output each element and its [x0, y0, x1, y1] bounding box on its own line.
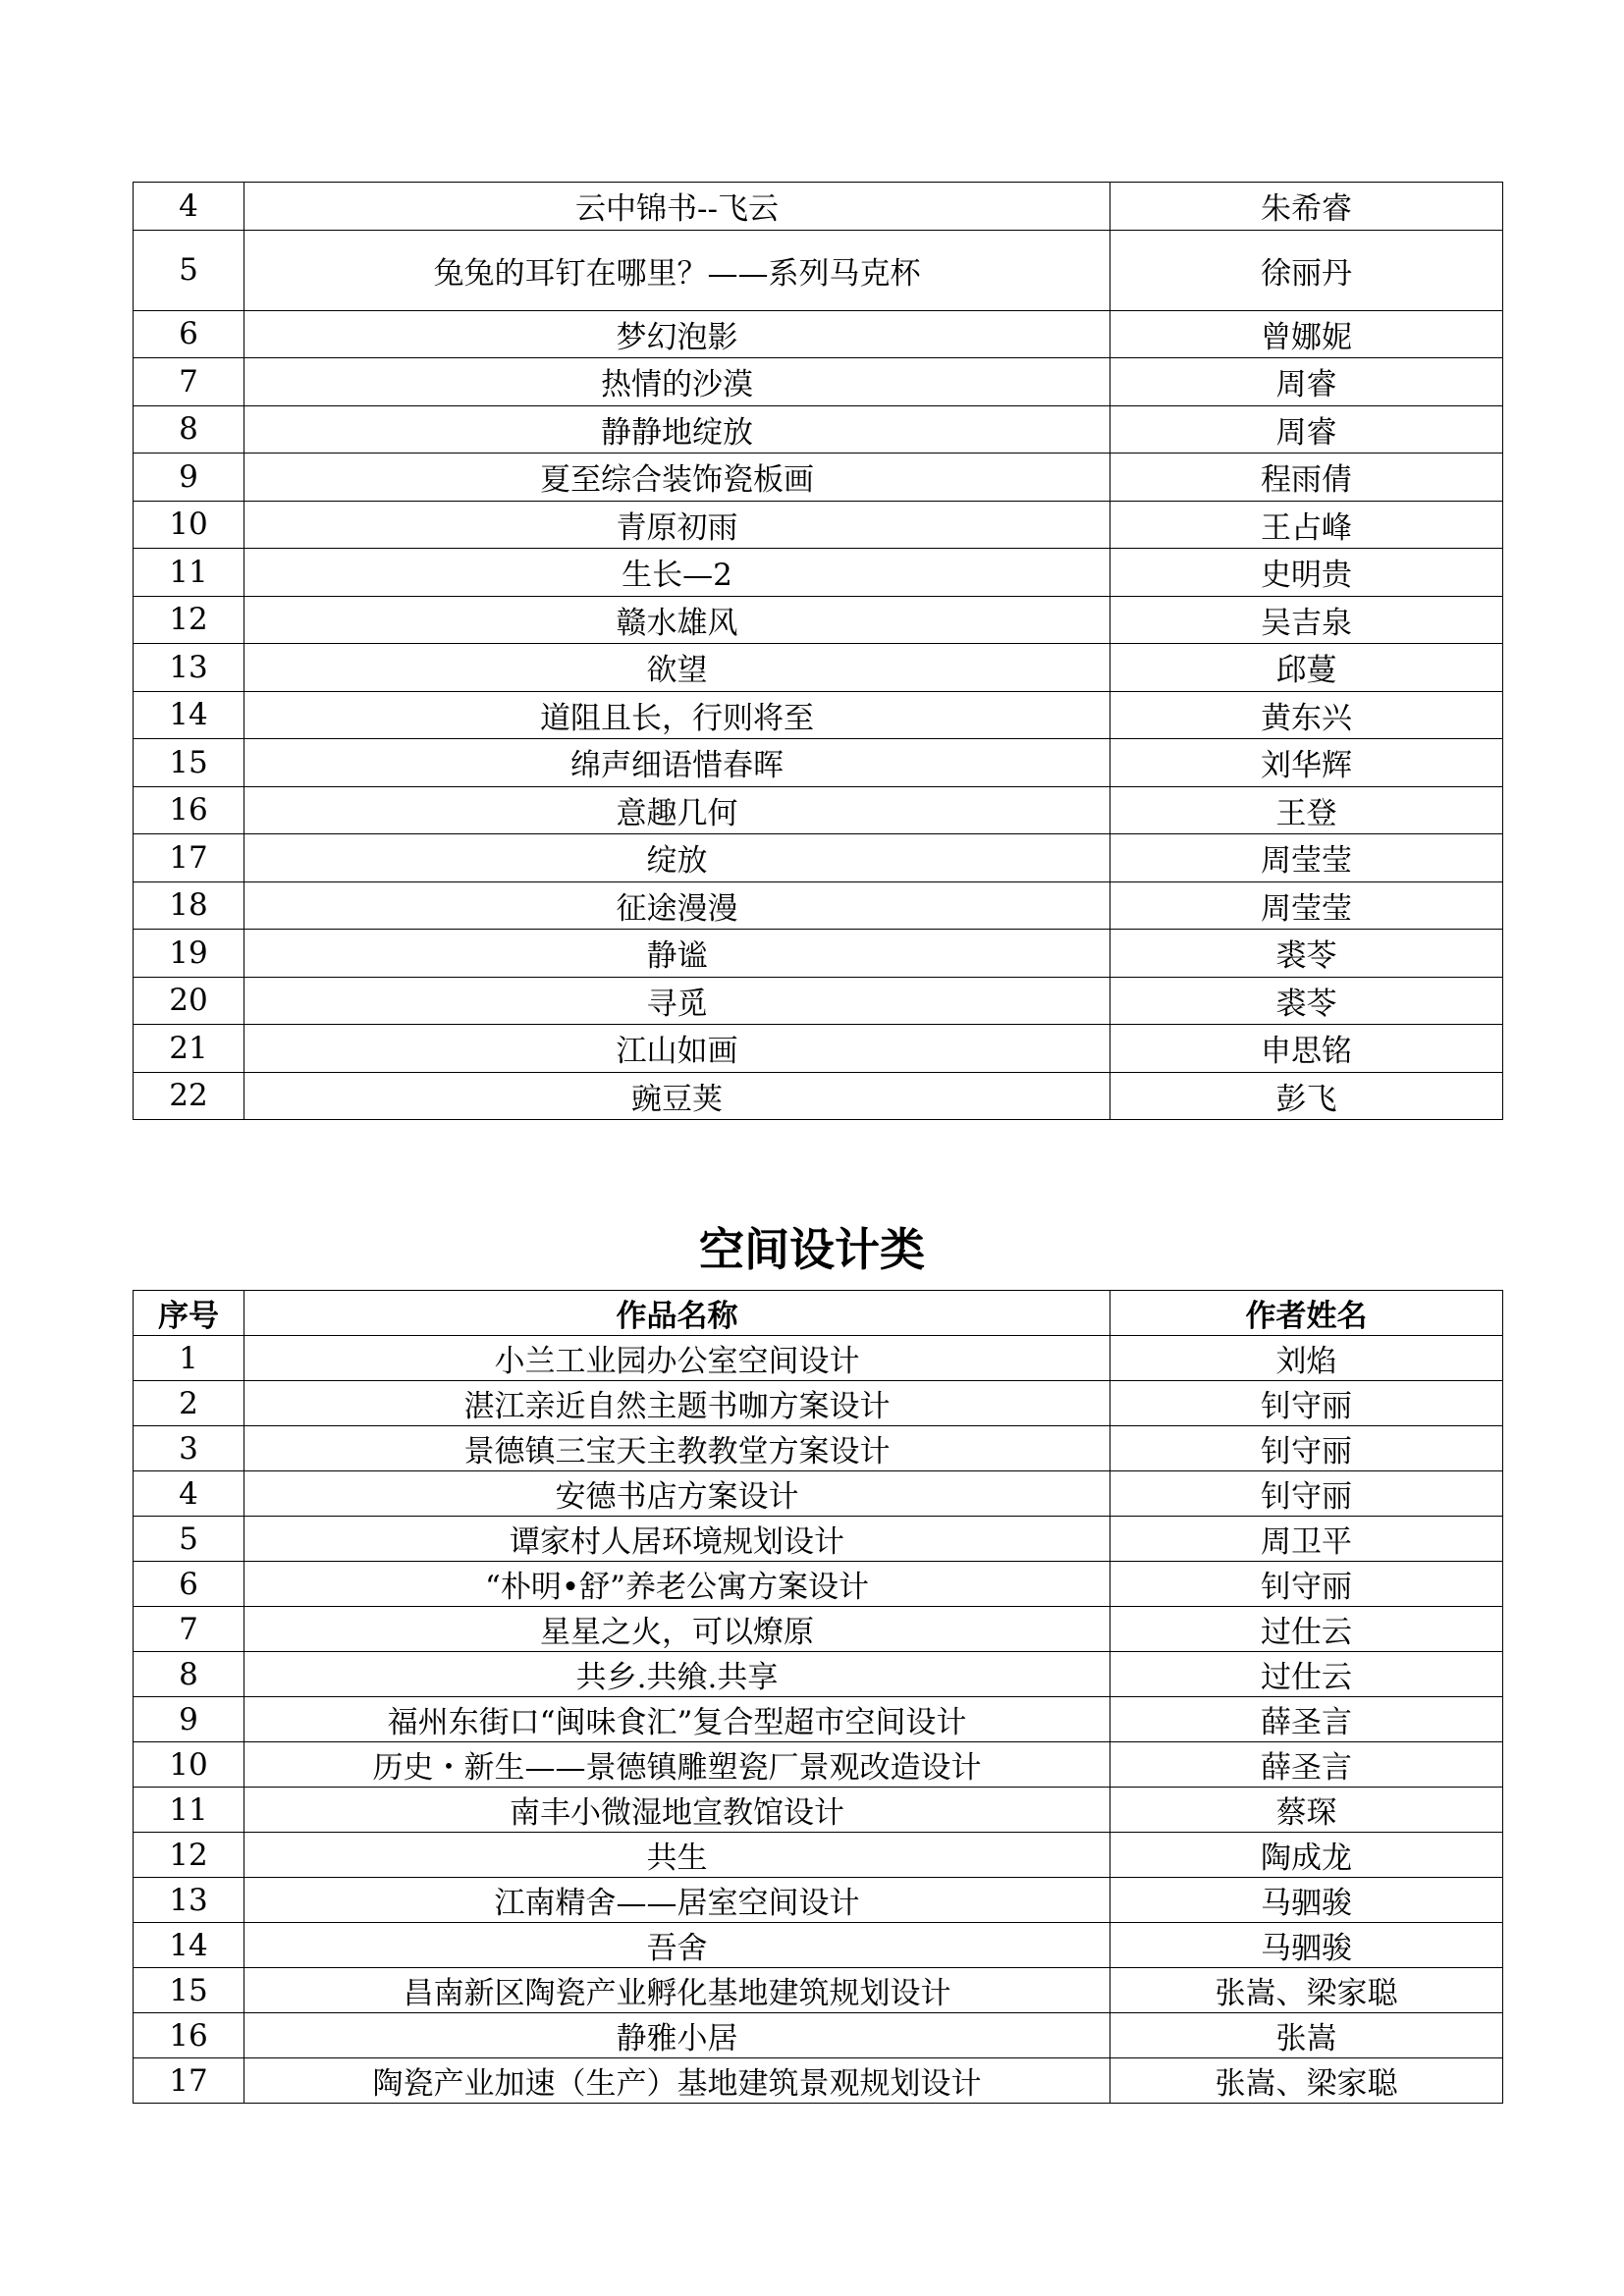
cell-author: 马驷骏 — [1110, 1923, 1503, 1968]
table-row — [134, 1025, 1503, 1073]
space-design-table — [133, 1290, 1503, 2104]
cell-serial: 7 — [134, 358, 244, 406]
cell-serial: 10 — [134, 501, 244, 549]
table-row — [134, 230, 1503, 310]
cell-title: 青原初雨 — [244, 501, 1110, 549]
cell-author: 徐丽丹 — [1110, 230, 1503, 310]
table-row — [134, 834, 1503, 882]
cell-title: 兔兔的耳钉在哪里？——系列马克杯 — [244, 230, 1110, 310]
cell-author: 曾娜妮 — [1110, 310, 1503, 358]
cell-author: 薛圣言 — [1110, 1697, 1503, 1742]
table-row — [134, 310, 1503, 358]
table-row — [134, 183, 1503, 231]
cell-author: 陶成龙 — [1110, 1833, 1503, 1878]
cell-title: 陶瓷产业加速（生产）基地建筑景观规划设计 — [244, 2058, 1110, 2104]
cell-serial: 7 — [134, 1607, 244, 1652]
cell-author: 王登 — [1110, 786, 1503, 834]
cell-title: 绵声细语惜春晖 — [244, 739, 1110, 787]
cell-title: 云中锦书--飞云 — [244, 183, 1110, 231]
table-row — [134, 358, 1503, 406]
cell-title: “朴明•舒”养老公寓方案设计 — [244, 1562, 1110, 1607]
cell-author: 周卫平 — [1110, 1517, 1503, 1562]
cell-title: 江山如画 — [244, 1025, 1110, 1073]
cell-serial: 2 — [134, 1381, 244, 1426]
table-row — [134, 1072, 1503, 1120]
cell-title: 景德镇三宝天主教教堂方案设计 — [244, 1426, 1110, 1471]
cell-author: 钊守丽 — [1110, 1471, 1503, 1517]
cell-serial: 14 — [134, 1923, 244, 1968]
cell-serial: 4 — [134, 1471, 244, 1517]
table-row — [134, 1878, 1503, 1923]
table-row — [134, 1833, 1503, 1878]
cell-author: 薛圣言 — [1110, 1742, 1503, 1788]
cell-author: 朱希睿 — [1110, 183, 1503, 231]
cell-serial: 15 — [134, 739, 244, 787]
table-row — [134, 1697, 1503, 1742]
cell-title: 静静地绽放 — [244, 405, 1110, 454]
cell-author: 周莹莹 — [1110, 881, 1503, 930]
table-row — [134, 1381, 1503, 1426]
cell-serial: 16 — [134, 786, 244, 834]
cell-title: 静谧 — [244, 930, 1110, 978]
cell-serial: 1 — [134, 1336, 244, 1381]
cell-author: 过仕云 — [1110, 1607, 1503, 1652]
cell-serial: 21 — [134, 1025, 244, 1073]
cell-serial: 8 — [134, 1652, 244, 1697]
cell-title: 湛江亲近自然主题书咖方案设计 — [244, 1381, 1110, 1426]
table-row — [134, 454, 1503, 502]
cell-serial: 9 — [134, 454, 244, 502]
cell-author: 王占峰 — [1110, 501, 1503, 549]
section-title: 空间设计类 — [699, 1223, 925, 1276]
space-design-table-body — [134, 1336, 1503, 2104]
table-row — [134, 2058, 1503, 2104]
cell-title: 生长—2 — [244, 549, 1110, 597]
cell-serial: 5 — [134, 230, 244, 310]
table-row — [134, 405, 1503, 454]
table-header-row — [134, 1291, 1503, 1336]
cell-title: 寻觅 — [244, 977, 1110, 1025]
header-title: 作品名称 — [244, 1291, 1110, 1336]
cell-serial: 17 — [134, 834, 244, 882]
table-row — [134, 501, 1503, 549]
cell-title: 共生 — [244, 1833, 1110, 1878]
cell-title: 安德书店方案设计 — [244, 1471, 1110, 1517]
cell-serial: 14 — [134, 691, 244, 739]
cell-title: 赣水雄风 — [244, 596, 1110, 644]
table-row — [134, 881, 1503, 930]
cell-serial: 18 — [134, 881, 244, 930]
cell-author: 刘焰 — [1110, 1336, 1503, 1381]
cell-title: 历史・新生——景德镇雕塑瓷厂景观改造设计 — [244, 1742, 1110, 1788]
table-row — [134, 1517, 1503, 1562]
cell-author: 吴吉泉 — [1110, 596, 1503, 644]
cell-serial: 13 — [134, 1878, 244, 1923]
table-row — [134, 1923, 1503, 1968]
cell-title: 共乡.共飨.共享 — [244, 1652, 1110, 1697]
cell-title: 夏至综合装饰瓷板画 — [244, 454, 1110, 502]
cell-author: 刘华辉 — [1110, 739, 1503, 787]
table-row — [134, 691, 1503, 739]
cell-serial: 17 — [134, 2058, 244, 2104]
cell-author: 裘苓 — [1110, 930, 1503, 978]
table-row — [134, 930, 1503, 978]
table-row — [134, 1471, 1503, 1517]
cell-author: 裘苓 — [1110, 977, 1503, 1025]
cell-serial: 12 — [134, 596, 244, 644]
cell-author: 张嵩 — [1110, 2013, 1503, 2058]
table-row — [134, 644, 1503, 692]
table-row — [134, 1336, 1503, 1381]
table-row — [134, 1742, 1503, 1788]
cell-serial: 6 — [134, 310, 244, 358]
cell-author: 周莹莹 — [1110, 834, 1503, 882]
cell-author: 程雨倩 — [1110, 454, 1503, 502]
cell-serial: 10 — [134, 1742, 244, 1788]
cell-author: 周睿 — [1110, 405, 1503, 454]
cell-author: 马驷骏 — [1110, 1878, 1503, 1923]
cell-title: 南丰小微湿地宣教馆设计 — [244, 1788, 1110, 1833]
cell-author: 张嵩、梁家聪 — [1110, 2058, 1503, 2104]
cell-author: 蔡琛 — [1110, 1788, 1503, 1833]
cell-author: 申思铭 — [1110, 1025, 1503, 1073]
cell-author: 周睿 — [1110, 358, 1503, 406]
cell-serial: 12 — [134, 1833, 244, 1878]
cell-title: 静雅小居 — [244, 2013, 1110, 2058]
cell-serial: 13 — [134, 644, 244, 692]
cell-serial: 11 — [134, 549, 244, 597]
table-row — [134, 2013, 1503, 2058]
table-row — [134, 786, 1503, 834]
cell-serial: 3 — [134, 1426, 244, 1471]
cell-title: 梦幻泡影 — [244, 310, 1110, 358]
cell-author: 钊守丽 — [1110, 1426, 1503, 1471]
cell-title: 谭家村人居环境规划设计 — [244, 1517, 1110, 1562]
cell-serial: 11 — [134, 1788, 244, 1833]
cell-author: 张嵩、梁家聪 — [1110, 1968, 1503, 2013]
cell-serial: 15 — [134, 1968, 244, 2013]
cell-author: 钊守丽 — [1110, 1381, 1503, 1426]
header-serial: 序号 — [134, 1291, 244, 1336]
cell-serial: 8 — [134, 405, 244, 454]
cell-serial: 16 — [134, 2013, 244, 2058]
artwork-table-body — [134, 183, 1503, 1120]
cell-author: 史明贵 — [1110, 549, 1503, 597]
table-row — [134, 739, 1503, 787]
cell-serial: 5 — [134, 1517, 244, 1562]
artwork-table-continued — [133, 182, 1503, 1120]
cell-title: 吾舍 — [244, 1923, 1110, 1968]
cell-serial: 22 — [134, 1072, 244, 1120]
table-row — [134, 1426, 1503, 1471]
table-row — [134, 549, 1503, 597]
table-row — [134, 1788, 1503, 1833]
table-row — [134, 1607, 1503, 1652]
cell-title: 征途漫漫 — [244, 881, 1110, 930]
cell-serial: 4 — [134, 183, 244, 231]
table-row — [134, 1968, 1503, 2013]
cell-title: 福州东街口“闽味食汇”复合型超市空间设计 — [244, 1697, 1110, 1742]
table-row — [134, 596, 1503, 644]
cell-title: 热情的沙漠 — [244, 358, 1110, 406]
cell-author: 钊守丽 — [1110, 1562, 1503, 1607]
cell-title: 星星之火，可以燎原 — [244, 1607, 1110, 1652]
cell-serial: 19 — [134, 930, 244, 978]
cell-title: 小兰工业园办公室空间设计 — [244, 1336, 1110, 1381]
table-row — [134, 977, 1503, 1025]
cell-title: 道阻且长，行则将至 — [244, 691, 1110, 739]
cell-title: 豌豆荚 — [244, 1072, 1110, 1120]
cell-title: 意趣几何 — [244, 786, 1110, 834]
cell-author: 黄东兴 — [1110, 691, 1503, 739]
cell-serial: 6 — [134, 1562, 244, 1607]
cell-author: 彭飞 — [1110, 1072, 1503, 1120]
cell-title: 江南精舍——居室空间设计 — [244, 1878, 1110, 1923]
cell-title: 绽放 — [244, 834, 1110, 882]
table-row — [134, 1652, 1503, 1697]
table-row — [134, 1562, 1503, 1607]
cell-title: 昌南新区陶瓷产业孵化基地建筑规划设计 — [244, 1968, 1110, 2013]
cell-title: 欲望 — [244, 644, 1110, 692]
cell-author: 邱蔓 — [1110, 644, 1503, 692]
cell-author: 过仕云 — [1110, 1652, 1503, 1697]
cell-serial: 20 — [134, 977, 244, 1025]
header-author: 作者姓名 — [1110, 1291, 1503, 1336]
cell-serial: 9 — [134, 1697, 244, 1742]
